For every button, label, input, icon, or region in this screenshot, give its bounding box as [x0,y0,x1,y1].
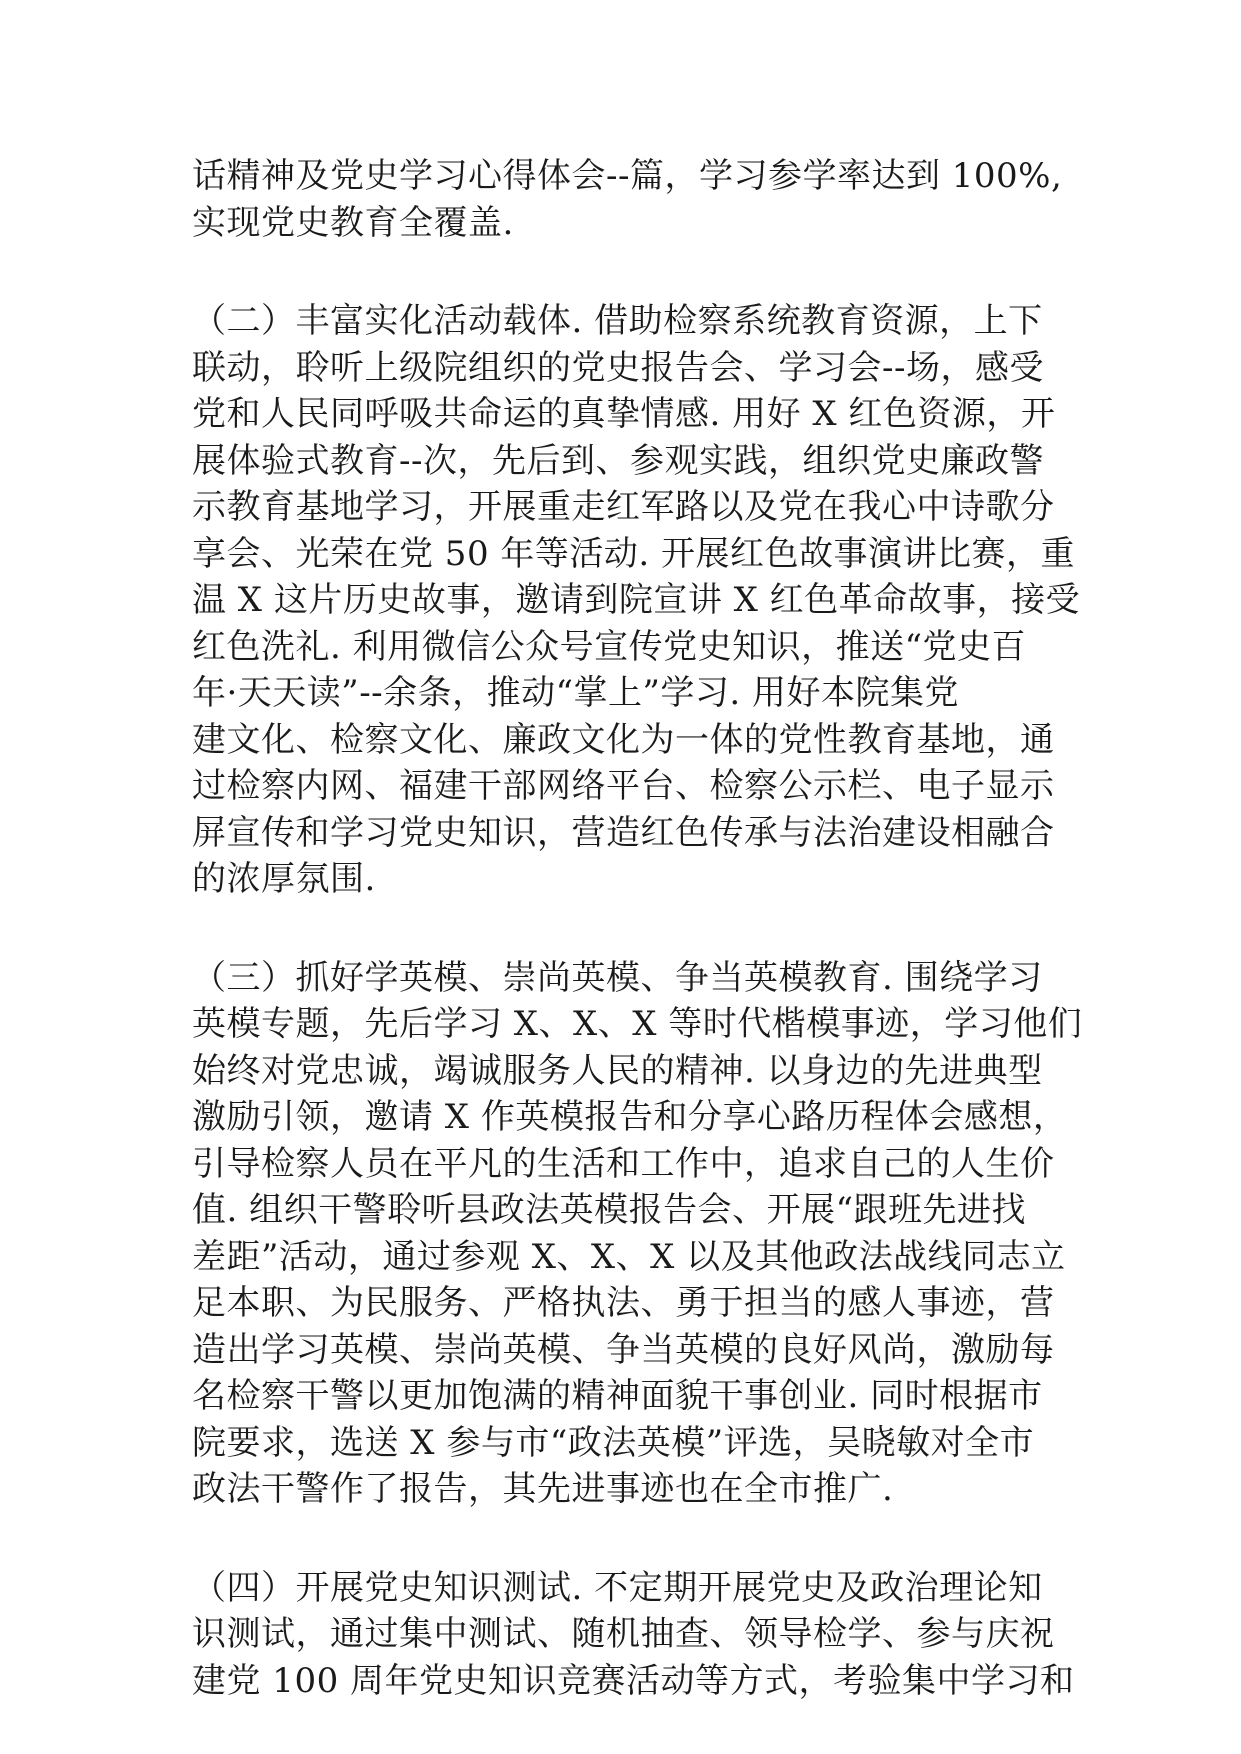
text-line: 英模专题，先后学习 X、X、X 等时代楷模事迹，学习他们 [192,1004,1083,1044]
text-line: 建文化、检察文化、廉政文化为一体的党性教育基地，通 [192,719,1055,760]
text-line: 差距”活动，通过参观 X、X、X 以及其他政法战线同志立 [192,1236,1066,1277]
text-line: 享会、光荣在党 50 年等活动. 开展红色故事演讲比赛，重 [192,533,1075,574]
paragraph-gap [192,903,1052,955]
text-line: （三）抓好学英模、崇尚英模、争当英模教育. 围绕学习 [192,957,1043,998]
text-line: 建党 100 周年党史知识竞赛活动等方式，考验集中学习和 [192,1660,1075,1701]
text-line: 年·天天读”--余条，推动“掌上”学习. 用好本院集党 [192,673,960,713]
text-line: 造出学习英模、崇尚英模、争当英模的良好风尚，激励每 [192,1329,1055,1370]
text-line: 足本职、为民服务、严格执法、勇于担当的感人事迹，营 [192,1283,1055,1323]
text-line: 联动，聆听上级院组织的党史报告会、学习会--场，感受 [192,347,1044,388]
paragraph-4 [192,1565,1075,1705]
text-line: 展体验式教育--次，先后到、参观实践，组织党史廉政警 [192,440,1044,481]
text-line: 示教育基地学习，开展重走红军路以及党在我心中诗歌分 [192,487,1055,527]
text-line: 温 X 这片历史故事，邀请到院宣讲 X 红色革命故事，接受 [192,580,1081,620]
text-line: 值. 组织干警聆听县政法英模报告会、开展“跟班先进找 [192,1190,1026,1230]
text-line: 话精神及党史学习心得体会--篇，学习参学率达到 100%, [192,156,1063,196]
paragraph-2 [192,298,1081,903]
text-line: 屏宣传和学习党史知识，营造红色传承与法治建设相融合 [192,812,1055,853]
text-line: （二）丰富实化活动载体. 借助检察系统教育资源，上下 [192,301,1043,341]
text-line: 院要求，选送 X 参与市“政法英模”评选，吴晓敏对全市 [192,1422,1035,1463]
text-line: 政法干警作了报告，其先进事迹也在全市推广. [192,1469,894,1509]
text-line: 实现党史教育全覆盖. [192,202,514,243]
text-line: 过检察内网、福建干部网络平台、检察公示栏、电子显示 [192,766,1055,806]
text-line: 党和人民同呼吸共命运的真挚情感. 用好 X 红色资源，开 [192,394,1056,434]
text-line: 名检察干警以更加饱满的精神面貌干事创业. 同时根据市 [192,1376,1043,1416]
paragraph-gap [192,1513,1052,1565]
text-line: 激励引领，邀请 X 作英模报告和分享心路历程体会感想， [192,1097,1068,1137]
text-line: （四）开展党史知识测试. 不定期开展党史及政治理论知 [192,1567,1043,1608]
text-line: 引导检察人员在平凡的生活和工作中，追求自己的人生价 [192,1143,1055,1184]
text-line: 始终对党忠诚，竭诚服务人民的精神. 以身边的先进典型 [192,1050,1043,1091]
text-line: 识测试，通过集中测试、随机抽查、领导检学、参与庆祝 [192,1614,1055,1654]
paragraph-3 [192,955,1083,1513]
paragraph-gap [192,246,1052,298]
text-line: 红色洗礼. 利用微信公众号宣传党史知识，推送“党史百 [192,626,1026,667]
document-body [192,153,1083,1704]
text-line: 的浓厚氛围. [192,859,376,899]
paragraph-1 [192,153,1063,246]
